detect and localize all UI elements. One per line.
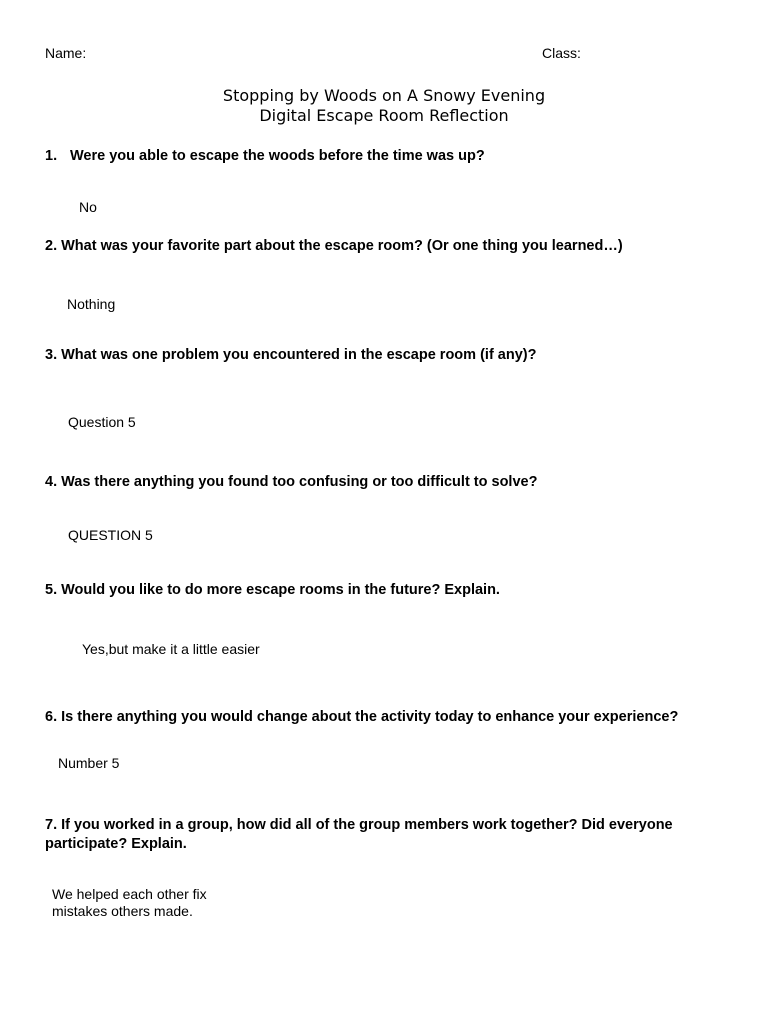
question-number: 7.: [45, 817, 58, 833]
question-6: [45, 709, 678, 725]
answer-6: Number 5: [58, 755, 120, 771]
answer-1: No: [79, 199, 97, 215]
class-label: Class:: [542, 45, 581, 61]
question-text: What was your favorite part about the escape room? (Or one thing you learned…): [61, 238, 623, 254]
question-number: 1.: [45, 148, 58, 164]
question-2: [45, 238, 623, 254]
answer-7-line-1: We helped each other fix: [52, 886, 207, 902]
question-5: [45, 582, 500, 598]
question-7-continued: participate? Explain.: [45, 836, 187, 852]
question-7: [45, 817, 673, 833]
question-text: Was there anything you found too confusing or too difficult to solve?: [61, 474, 538, 490]
question-number: 4.: [45, 474, 58, 490]
question-3: [45, 347, 536, 363]
answer-7-line-2: mistakes others made.: [52, 903, 193, 919]
document-subtitle: Digital Escape Room Reflection: [259, 106, 509, 125]
answer-4: QUESTION 5: [68, 527, 153, 543]
question-1: [45, 148, 485, 164]
question-text: What was one problem you encountered in the escape room (if any)?: [61, 347, 537, 363]
question-text: Is there anything you would change about the activity today to enhance your experience?: [61, 709, 679, 725]
question-text: Were you able to escape the woods before the time was up?: [70, 148, 485, 164]
name-label: Name:: [45, 45, 87, 61]
document-title: Stopping by Woods on A Snowy Evening: [222, 86, 546, 105]
answer-5: Yes,but make it a little easier: [82, 641, 260, 657]
question-4: [45, 474, 537, 490]
question-number: 6.: [45, 709, 58, 725]
question-number: 3.: [45, 347, 58, 363]
question-number: 2.: [45, 238, 58, 254]
question-text-line-1: If you worked in a group, how did all of the group members work together? Did everyone: [61, 817, 673, 833]
question-text: Would you like to do more escape rooms in the future? Explain.: [61, 582, 500, 598]
answer-2: Nothing: [67, 296, 116, 312]
question-number: 5.: [45, 582, 58, 598]
answer-3: Question 5: [68, 414, 136, 430]
